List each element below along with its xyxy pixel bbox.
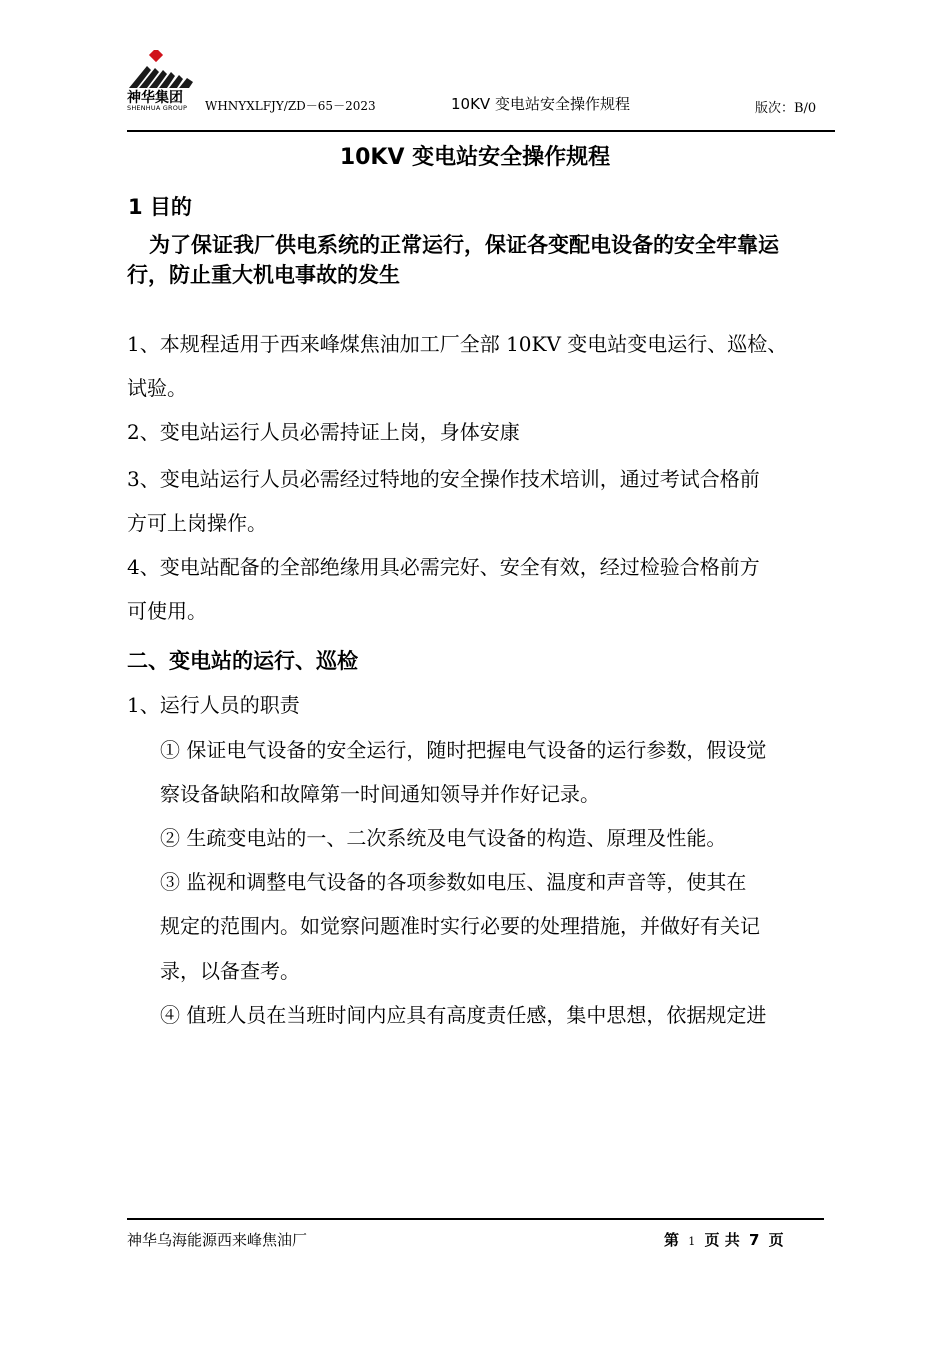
- duty-item-line: 察设备缺陷和故障第一时间通知领导并作好记录。: [160, 782, 600, 806]
- purpose-line-1: 为了保证我厂供电系统的正常运行，保证各变配电设备的安全牢靠运: [149, 233, 779, 257]
- page-title: 10KV 变电站安全操作规程: [339, 145, 611, 170]
- header-doc-title: 10KV 变电站安全操作规程: [451, 95, 630, 113]
- doc-code: WHNYXLFJY/ZD－65－2023: [205, 99, 376, 113]
- section2-heading: 二、变电站的运行、巡检: [127, 649, 358, 673]
- footer-company: 神华乌海能源西来峰焦油厂: [127, 1231, 308, 1249]
- page-total: 7: [748, 1231, 760, 1249]
- purpose-line-2: 行，防止重大机电事故的发生: [127, 263, 400, 287]
- paragraph-line: 试验。: [127, 376, 187, 400]
- paragraph-line: 方可上岗操作。: [127, 511, 267, 535]
- duty-item-line: 录，以备查考。: [160, 959, 300, 983]
- duty-item-line: ④ 值班人员在当班时间内应具有高度责任感，集中思想，依据规定进: [160, 1003, 767, 1027]
- logo-text-en: SHENHUA GROUP: [127, 104, 188, 112]
- logo-mark-icon: [127, 50, 199, 90]
- page-number: 1: [688, 1235, 696, 1248]
- logo-text-cn: 神华集团: [127, 90, 183, 106]
- page-prefix: 第: [664, 1231, 680, 1249]
- section2-subheading: 1、运行人员的职责: [127, 693, 300, 717]
- footer-divider: [127, 1218, 824, 1220]
- paragraph-line: 2、变电站运行人员必需持证上岗，身体安康: [127, 420, 520, 444]
- doc-version: 版次：B/0: [755, 101, 817, 116]
- paragraph-line: 4、变电站配备的全部绝缘用具必需完好、安全有效，经过检验合格前方: [127, 555, 760, 579]
- header-divider: [127, 130, 835, 132]
- section1-heading: 1 目的: [128, 195, 192, 219]
- paragraph-line: 可使用。: [127, 599, 207, 623]
- page-middle: 页 共: [704, 1231, 740, 1249]
- duty-item-line: 规定的范围内。如觉察问题准时实行必要的处理措施，并做好有关记: [160, 914, 760, 938]
- duty-item-line: ③ 监视和调整电气设备的各项参数如电压、温度和声音等，使其在: [160, 870, 747, 894]
- page-suffix: 页: [768, 1231, 784, 1249]
- company-logo: [127, 50, 199, 112]
- paragraph-line: 3、变电站运行人员必需经过特地的安全操作技术培训，通过考试合格前: [127, 467, 760, 491]
- duty-item-line: ② 生疏变电站的一、二次系统及电气设备的构造、原理及性能。: [160, 826, 727, 850]
- paragraph-line: 1、本规程适用于西来峰煤焦油加工厂全部 10KV 变电站变电运行、巡检、: [127, 332, 788, 356]
- page-indicator: [664, 1229, 784, 1250]
- duty-item-line: ① 保证电气设备的安全运行，随时把握电气设备的运行参数，假设觉: [160, 738, 767, 762]
